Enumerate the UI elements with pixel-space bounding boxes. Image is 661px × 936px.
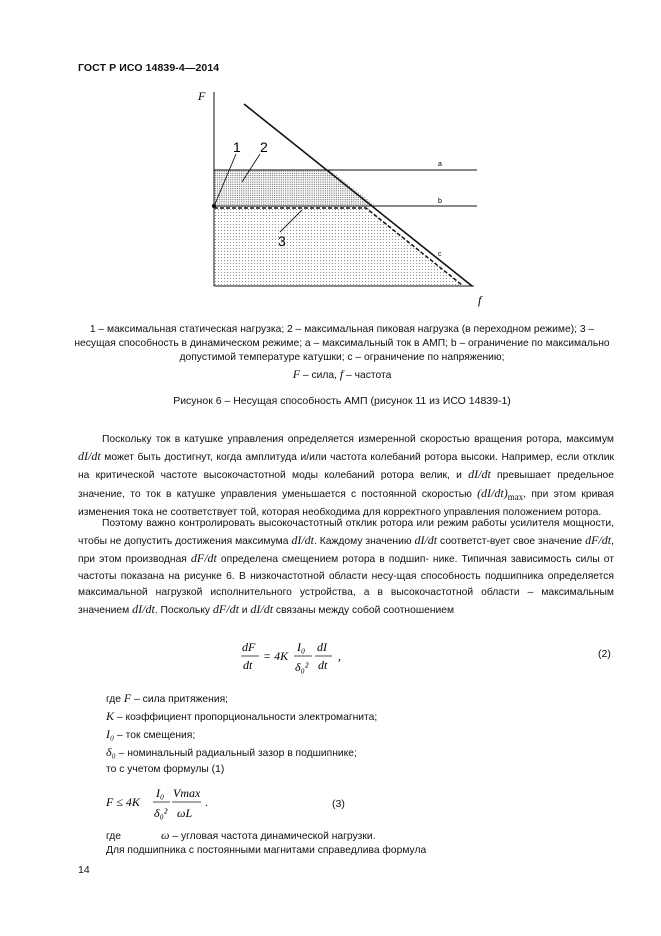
line-a-label: a — [438, 161, 442, 168]
eq3-lhs: F ≤ 4K — [106, 795, 140, 809]
peak-load-band — [214, 170, 376, 206]
document-header: ГОСТ Р ИСО 14839-4—2014 — [78, 62, 220, 74]
p2-math-7: dI/dt — [250, 602, 274, 617]
where-item-K — [106, 709, 377, 725]
legend-var-F: F — [292, 367, 301, 381]
eq3-i-den: δ₀² — [154, 806, 168, 820]
p2-math-4: dF/dt — [190, 551, 217, 566]
paragraph-1 — [78, 432, 614, 521]
equation-2 — [240, 638, 360, 682]
p2-text-8: связаны между собой соотношением — [273, 605, 455, 617]
eq2-r-num: dI — [317, 640, 327, 654]
eq2-lhs-num: dF — [242, 640, 256, 654]
legend-var-F-desc: – сила, — [300, 370, 340, 381]
legend-variables — [74, 367, 610, 383]
line-c-label: c — [438, 251, 442, 258]
where-var-omega: ω — [161, 828, 170, 842]
figure-legend — [74, 323, 610, 383]
equation-3 — [104, 782, 224, 826]
eq2-eq: = 4K — [263, 649, 289, 663]
equation-2-number: (2) — [598, 648, 611, 660]
p2-math-3: dF/dt — [585, 533, 612, 548]
callout-1: 1 — [233, 139, 241, 155]
p1-text-1: Поскольку ток в катушке управления определяется измеренной скоростью вращения ротора, максимум — [102, 434, 614, 445]
where-desc-K: – коэффициент пропорциональности электромагнита; — [114, 712, 378, 723]
eq3-i-num: I₀ — [156, 786, 165, 800]
where-desc-omega: – угловая частота динамической нагрузки. — [169, 831, 376, 842]
where-item-omega — [106, 828, 376, 844]
figure-caption: Рисунок 6 – Несущая способность АМП (рисунок 11 из ИСО 14839-1) — [173, 395, 511, 407]
where-desc-F: – сила притяжения; — [131, 694, 229, 705]
where-var-I0: I₀ — [106, 727, 115, 741]
where-desc-I0: – ток смещения; — [114, 730, 196, 741]
p1-text-3: превышает предельное значение, то ток в катушке управления уменьшается с постоянной скоростью — [78, 470, 614, 500]
p2-math-5: dI/dt — [132, 602, 155, 617]
eq3-v-den: ωL — [177, 806, 193, 820]
p2-text-5: определена смещением ротора в подшип- нике. Типичная зависимость силы от частоты показана на рисунке 6. В низкочастотной области несу-щая способность подшипника определяется максимальной нагрузкой исполнительного устройства, а в высокочастотной области – максимальным значением — [78, 554, 614, 617]
closing-sentence: Для подшипника с постоянными магнитами справедлива формула — [106, 845, 427, 856]
y-axis-label: F — [198, 89, 206, 103]
origin-point — [212, 204, 216, 208]
where2-prefix: где — [106, 831, 122, 842]
p1-text-4: , при этом кривая изменения тока не соответствует той, которая необходима для корректного управления положением ротора. — [78, 488, 614, 518]
where-var-delta0: δ₀ — [106, 745, 116, 759]
p2-text-3: соответст-вует свое значение — [437, 536, 586, 548]
where-item-delta0 — [106, 745, 357, 761]
where-desc-delta0: – номинальный радиальный зазор в подшипнике; — [115, 748, 357, 759]
p2-text-2: . Каждому значению — [314, 536, 415, 548]
p2-math-1: dI/dt — [291, 533, 315, 548]
line-b-label: b — [438, 198, 442, 205]
legend-var-f: f — [339, 367, 344, 381]
eq3-v-num: Vmax — [173, 786, 201, 800]
callout-2: 2 — [260, 139, 268, 155]
p2-math-6: dF/dt — [212, 602, 239, 617]
where-var-K: K — [106, 709, 115, 723]
eq3-tail: . — [205, 795, 208, 809]
where-formula-ref: то с учетом формулы (1) — [106, 764, 225, 775]
legend-var-f-desc: – частота — [343, 370, 392, 381]
where-item-I0 — [106, 727, 195, 743]
x-axis-label: f — [478, 293, 482, 307]
capacity-figure — [190, 82, 490, 312]
p2-text-1: Поэтому важно контролировать высокочастотный отклик ротора или режим работы усилителя мощности, чтобы не допустить достижения максимума — [78, 518, 614, 548]
p1-math-2: dI/dt — [468, 467, 491, 482]
dynamic-capacity-area — [214, 206, 463, 286]
page-number: 14 — [78, 864, 90, 876]
callout-3: 3 — [278, 233, 286, 249]
legend-text: 1 – максимальная статическая нагрузка; 2 – максимальная пиковая нагрузка (в переходном режиме); 3 – несущая способность в динамическом режиме; a – максимальный ток в АМП; b – ограничение по максимально допустимой температуре катушки; c – ограничение по напряжению; — [74, 324, 610, 363]
eq2-i-den: δ₀² — [295, 660, 309, 674]
where-item-F — [106, 691, 228, 707]
where-var-F: F — [123, 691, 132, 705]
p1-math-3: (dI/dt) — [477, 485, 508, 500]
p1-math-1: dI/dt — [78, 449, 101, 464]
eq2-tail: , — [338, 649, 341, 663]
p2-text-6: . Поскольку — [154, 605, 213, 617]
where-prefix: где — [106, 694, 124, 705]
p1-math-3-sub: max — [507, 491, 524, 502]
eq2-r-den: dt — [318, 658, 328, 672]
p2-text-7: и — [238, 605, 251, 617]
eq2-lhs-den: dt — [243, 658, 253, 672]
p2-math-2: dI/dt — [414, 533, 438, 548]
p1-text-2: может быть достигнут, когда амплитуда и/или частота колебаний ротора высоки. Например, если отклик на критической частоте высокочастотной моды колебаний ротора велик, и — [78, 452, 614, 482]
eq2-i-num: I₀ — [297, 640, 306, 654]
p2-text-4: , при этом производная — [78, 536, 614, 566]
paragraph-2 — [78, 516, 614, 619]
equation-3-number: (3) — [332, 798, 345, 810]
